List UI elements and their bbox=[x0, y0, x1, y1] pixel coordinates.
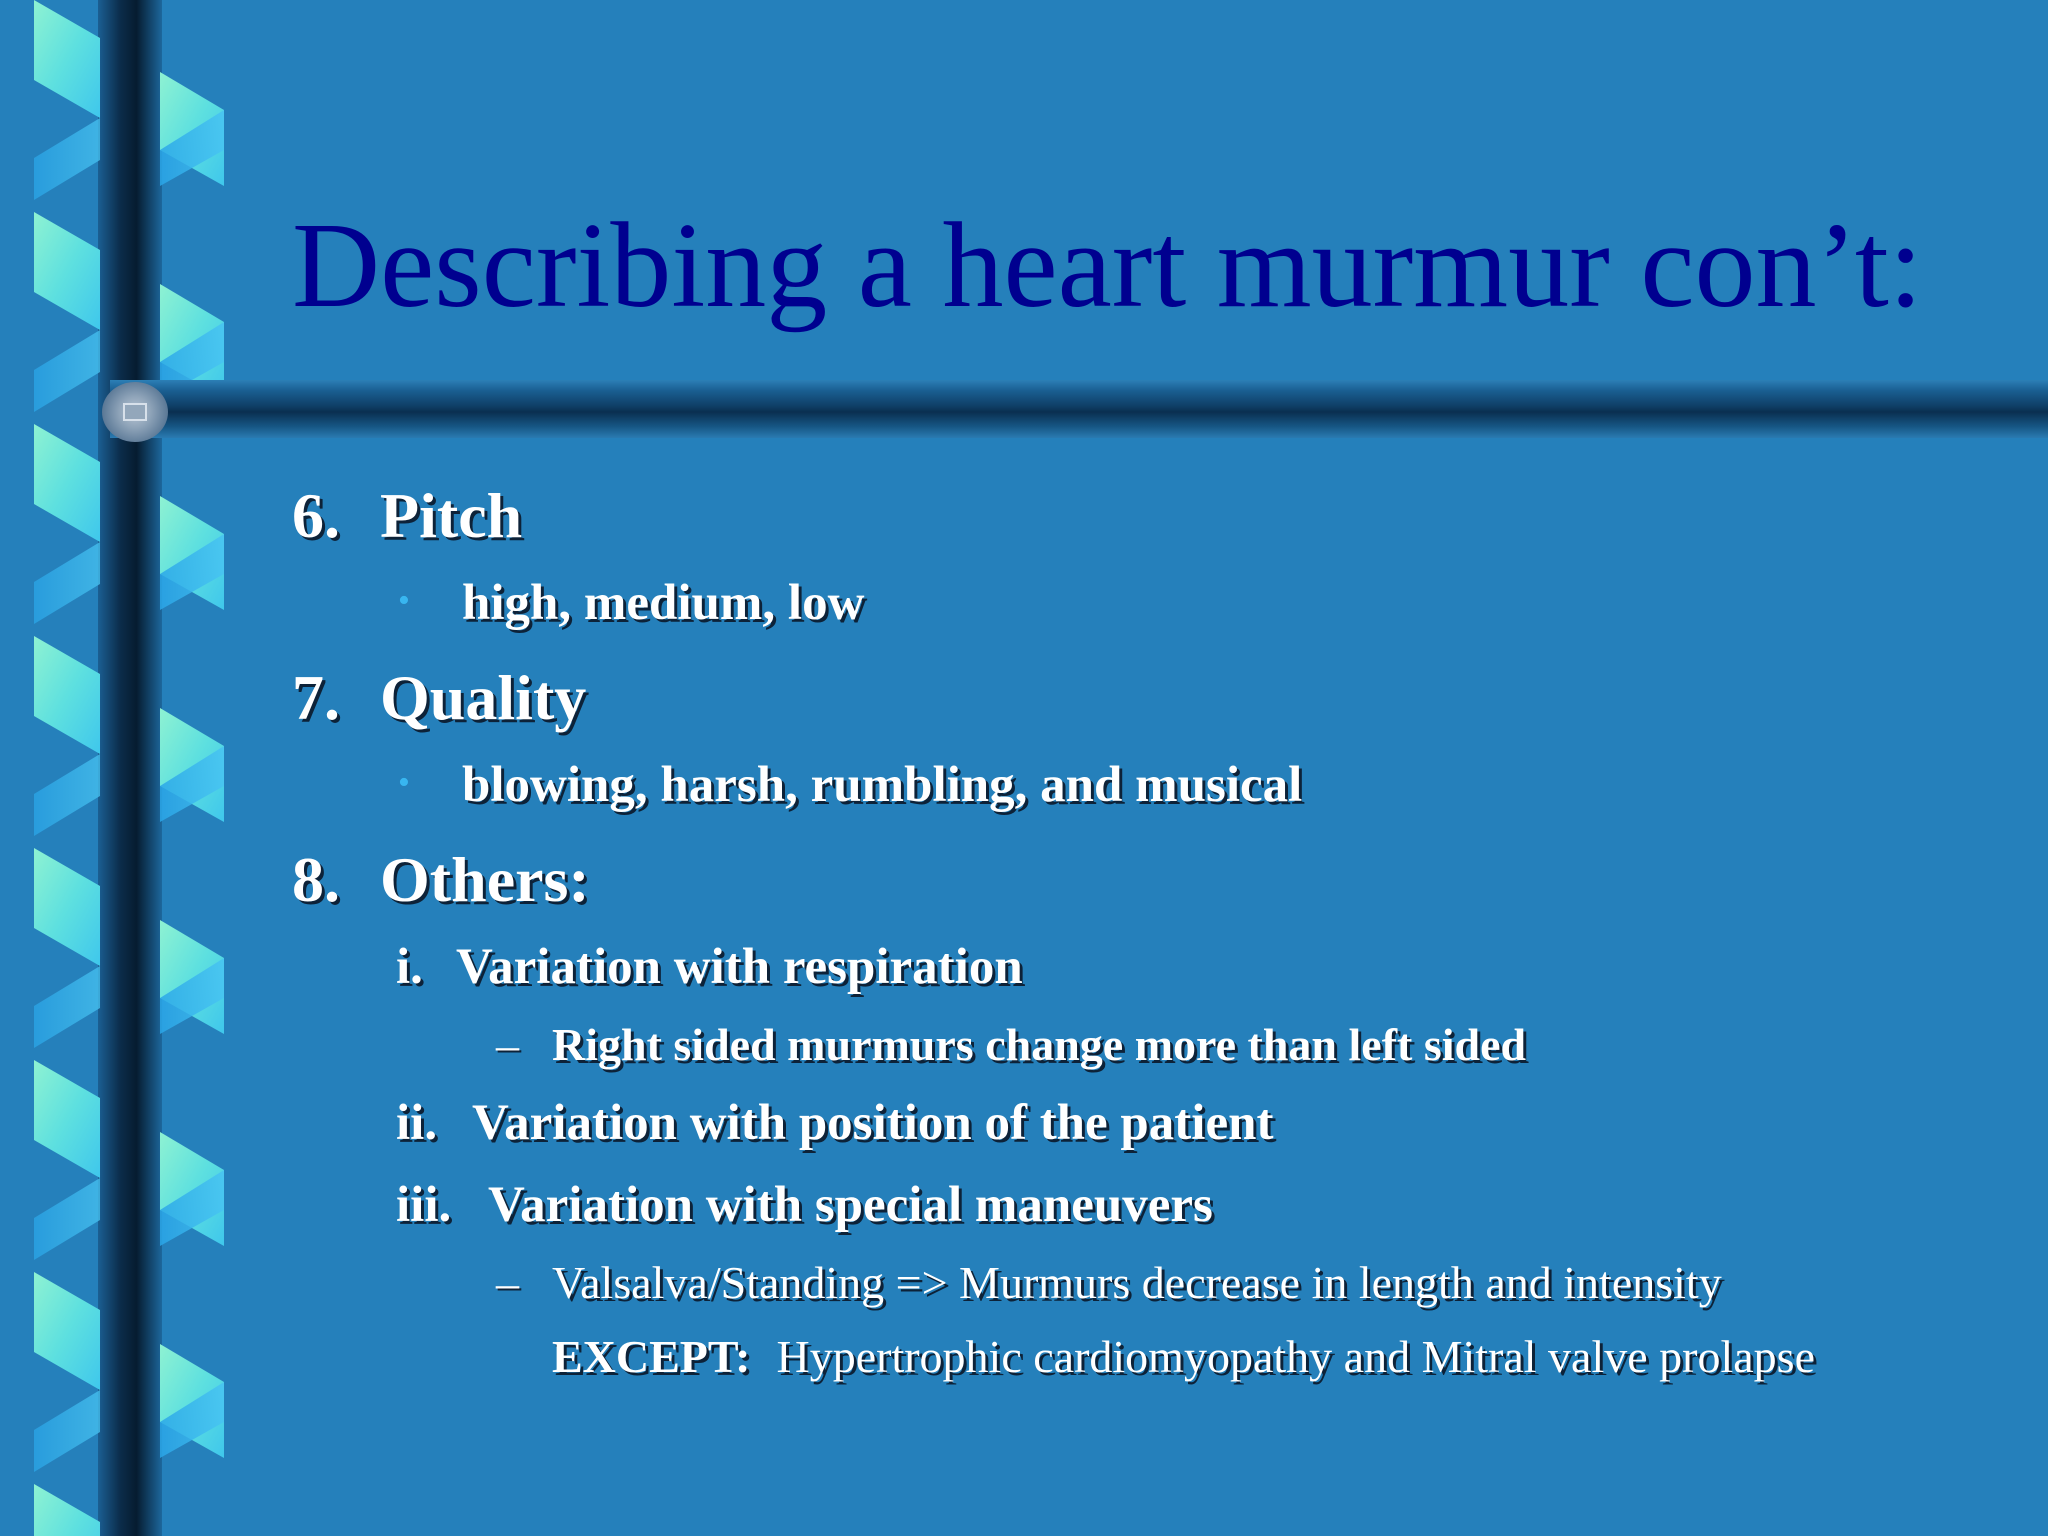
subitem-label: Variation with position of the patient bbox=[472, 1095, 1274, 1151]
subitem-label: Variation with respiration bbox=[456, 939, 1023, 995]
note-respiration: Right sided murmurs change more than left sided bbox=[552, 1019, 1527, 1070]
note-exception bbox=[552, 1331, 1816, 1382]
subitem-number: i. bbox=[396, 939, 423, 995]
ribbon-band-back bbox=[34, 330, 100, 412]
subitem-number: iii. bbox=[396, 1177, 452, 1233]
ribbon-band bbox=[34, 1060, 100, 1178]
bullet-dot-icon: • bbox=[398, 582, 410, 619]
item-label: Quality bbox=[380, 662, 587, 733]
subitem-number: ii. bbox=[396, 1095, 438, 1151]
slide-title: Describing a heart murmur con’t: bbox=[292, 198, 1923, 333]
bullet-quality-values: blowing, harsh, rumbling, and musical bbox=[462, 757, 1303, 813]
ribbon-band-back bbox=[34, 966, 100, 1048]
ribbon-band bbox=[34, 848, 100, 966]
ribbon-band bbox=[34, 212, 100, 330]
item-number: 7. bbox=[292, 662, 340, 733]
exception-label: EXCEPT: bbox=[552, 1331, 751, 1382]
item-label: Others: bbox=[380, 844, 590, 915]
divider-knob-square-icon bbox=[123, 403, 147, 421]
ribbon-band-back bbox=[34, 754, 100, 836]
ribbon-band bbox=[34, 0, 100, 118]
ribbon-band bbox=[34, 1272, 100, 1390]
title-divider-bar bbox=[110, 380, 2048, 438]
bullet-dot-icon: • bbox=[398, 764, 410, 801]
subitem-maneuvers bbox=[396, 1177, 1213, 1233]
ribbon-band-back bbox=[34, 118, 100, 200]
item-number: 8. bbox=[292, 844, 340, 915]
ribbon-band bbox=[34, 636, 100, 754]
ribbon-band-back bbox=[34, 542, 100, 624]
exception-text: Hypertrophic cardiomyopathy and Mitral valve prolapse bbox=[776, 1331, 1816, 1382]
item-quality bbox=[292, 662, 587, 733]
ribbon-band-back bbox=[34, 1178, 100, 1260]
item-others bbox=[292, 844, 590, 915]
ribbon-band bbox=[34, 1484, 100, 1536]
item-number: 6. bbox=[292, 480, 340, 551]
dash-icon: – bbox=[496, 1019, 519, 1070]
ribbon-band bbox=[34, 424, 100, 542]
note-valsalva: Valsalva/Standing => Murmurs decrease in length and intensity bbox=[552, 1257, 1722, 1308]
bullet-pitch-values: high, medium, low bbox=[462, 575, 865, 631]
decorative-ribbon bbox=[0, 0, 230, 1536]
subitem-label: Variation with special maneuvers bbox=[488, 1177, 1213, 1233]
dash-icon: – bbox=[496, 1257, 519, 1308]
ribbon-band-back bbox=[34, 1390, 100, 1472]
subitem-position bbox=[396, 1095, 1274, 1151]
subitem-respiration bbox=[396, 939, 1023, 995]
item-pitch bbox=[292, 480, 523, 551]
item-label: Pitch bbox=[380, 480, 523, 551]
